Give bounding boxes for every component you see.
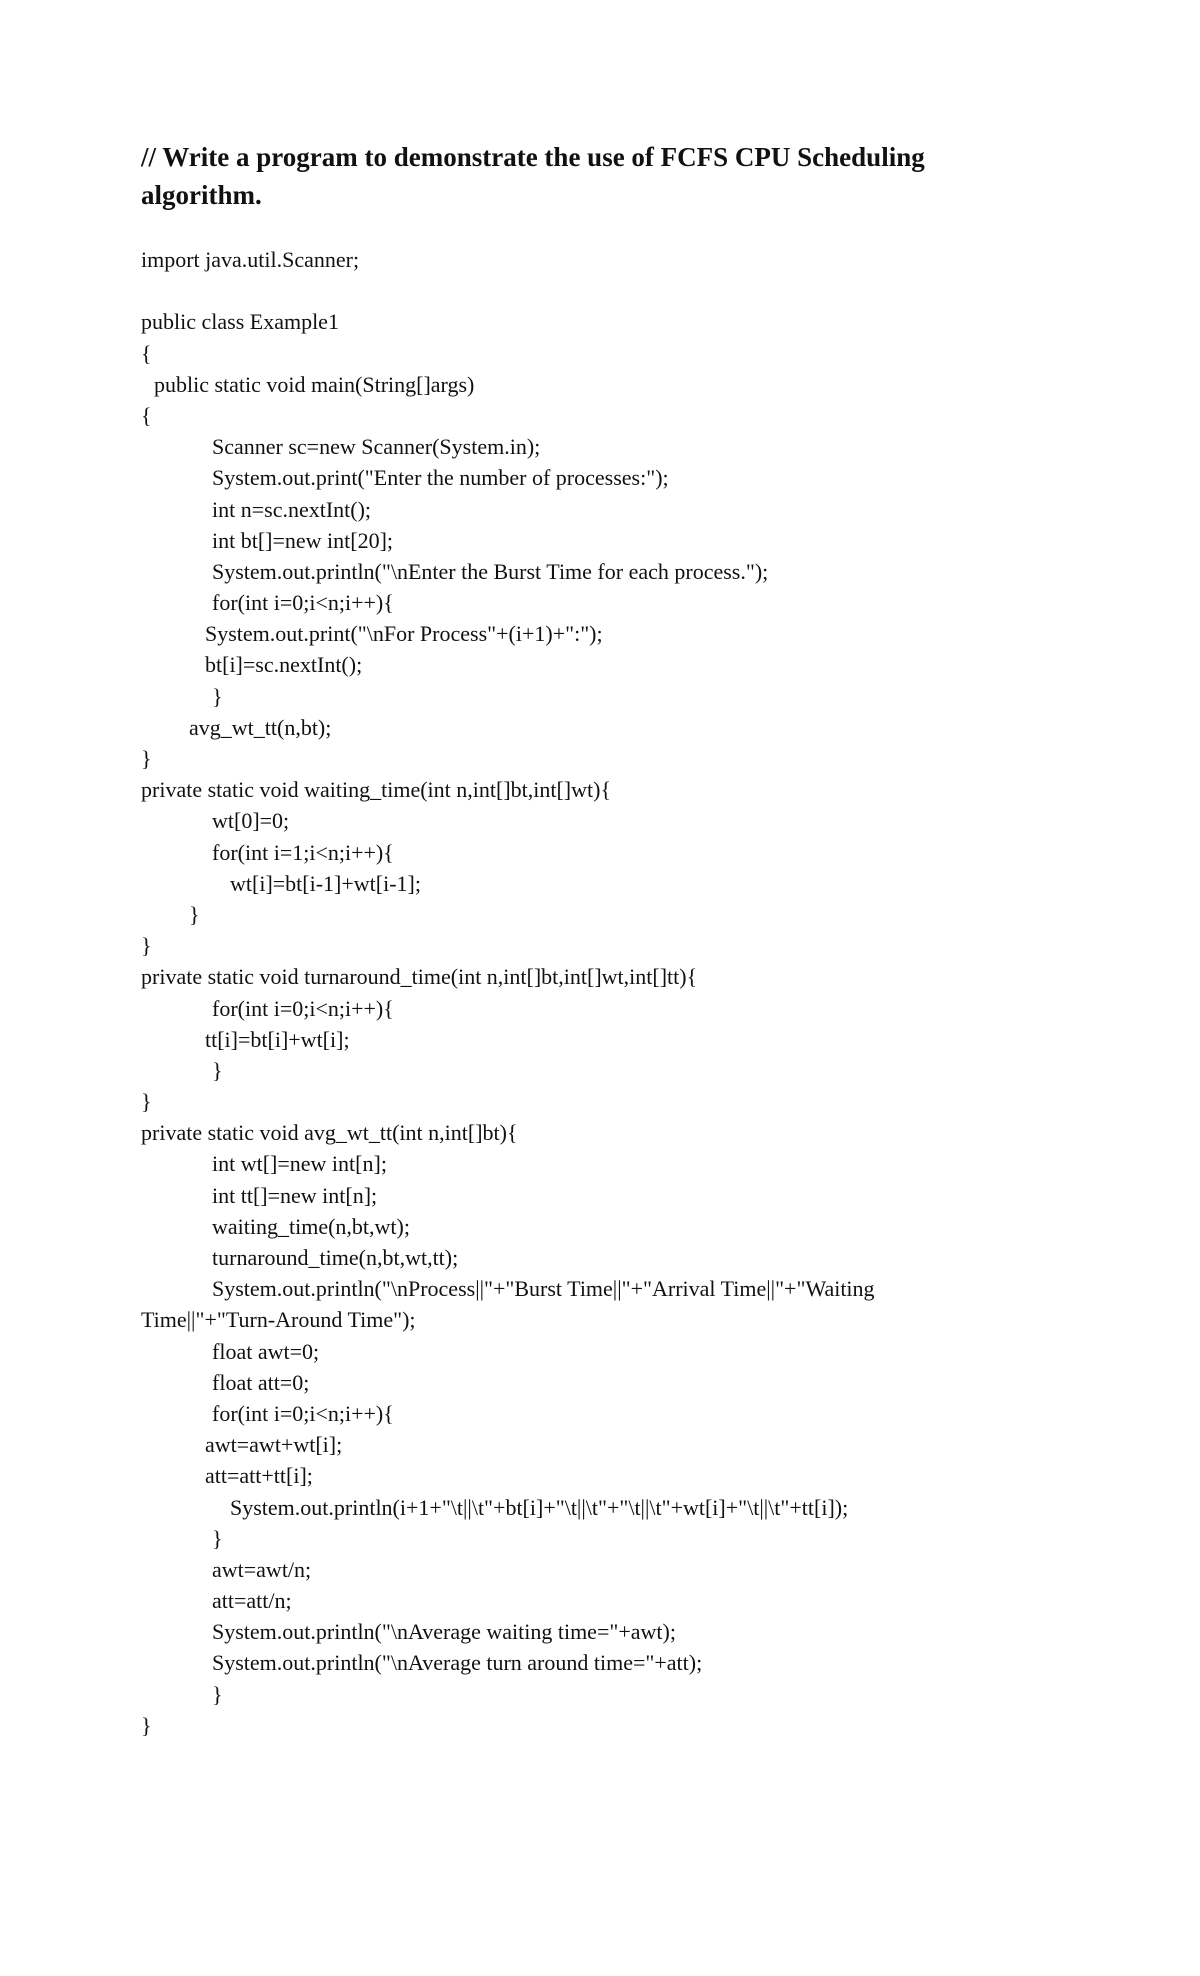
code-line: System.out.println(i+1+"\t||\t"+bt[i]+"\t||\t"+"\t||\t"+wt[i]+"\t||\t"+tt[i]); [230, 1494, 849, 1520]
code-line: public static void main(String[]args) [154, 371, 475, 397]
code-line: System.out.print("\nFor Process"+(i+1)+":"); [205, 621, 603, 647]
code-line: int n=sc.nextInt(); [212, 496, 372, 522]
code-line: int wt[]=new int[n]; [212, 1151, 387, 1177]
code-line: turnaround_time(n,bt,wt,tt); [212, 1245, 459, 1270]
code-line: { [141, 340, 152, 366]
code-line: att=att/n; [212, 1588, 292, 1614]
code-line: System.out.println("\nAverage turn around time="+att); [212, 1650, 703, 1676]
document-heading: // Write a program to demonstrate the use of FCFS CPU Scheduling algorithm. [141, 142, 925, 210]
code-line: tt[i]=bt[i]+wt[i]; [205, 1026, 350, 1052]
code-line: att=att+tt[i]; [205, 1463, 313, 1489]
code-line: avg_wt_tt(n,bt); [189, 714, 332, 740]
code-line: } [141, 933, 152, 959]
code-line: Time||"+"Turn-Around Time"); [141, 1307, 416, 1333]
code-line: } [189, 901, 200, 927]
code-line: private static void turnaround_time(int n,int[]bt,int[]wt,int[]tt){ [141, 964, 698, 990]
code-line: wt[i]=bt[i-1]+wt[i-1]; [230, 870, 421, 896]
code-line: private static void avg_wt_tt(int n,int[]bt){ [141, 1120, 518, 1146]
code-line [141, 275, 1141, 306]
code-line: } [141, 1089, 152, 1115]
code-line: float awt=0; [212, 1338, 320, 1364]
code-line: Scanner sc=new Scanner(System.in); [212, 434, 541, 460]
code-line: } [212, 1525, 223, 1551]
code-line: System.out.println("\nProcess||"+"Burst Time||"+"Arrival Time||"+"Waiting [212, 1276, 875, 1302]
code-line: awt=awt/n; [212, 1556, 312, 1582]
code-line: float att=0; [212, 1369, 310, 1395]
code-line: { [141, 402, 152, 428]
code-line: System.out.println("\nEnter the Burst Time for each process."); [212, 558, 769, 584]
code-line: System.out.print("Enter the number of processes:"); [212, 465, 669, 491]
code-line: for(int i=0;i<n;i++){ [212, 590, 394, 616]
code-line: for(int i=0;i<n;i++){ [212, 1400, 394, 1426]
code-line: System.out.println("\nAverage waiting time="+awt); [212, 1619, 676, 1645]
code-line: } [212, 1057, 223, 1083]
code-line: wt[0]=0; [212, 808, 290, 834]
code-line: awt=awt+wt[i]; [205, 1432, 343, 1458]
code-line: } [212, 683, 223, 709]
code-line: } [141, 1712, 152, 1738]
code-line: int tt[]=new int[n]; [212, 1182, 378, 1208]
code-line: } [141, 746, 152, 771]
code-line: public class Example1 [141, 309, 339, 335]
code-line: private static void waiting_time(int n,int[]bt,int[]wt){ [141, 777, 612, 803]
code-line: import java.util.Scanner; [141, 247, 360, 272]
code-line: for(int i=1;i<n;i++){ [212, 839, 394, 865]
code-line: } [212, 1681, 223, 1707]
code-line: for(int i=0;i<n;i++){ [212, 995, 394, 1021]
code-listing [141, 244, 1141, 1741]
code-line: int bt[]=new int[20]; [212, 527, 394, 553]
code-line: bt[i]=sc.nextInt(); [205, 652, 363, 678]
code-line: waiting_time(n,bt,wt); [212, 1213, 410, 1239]
